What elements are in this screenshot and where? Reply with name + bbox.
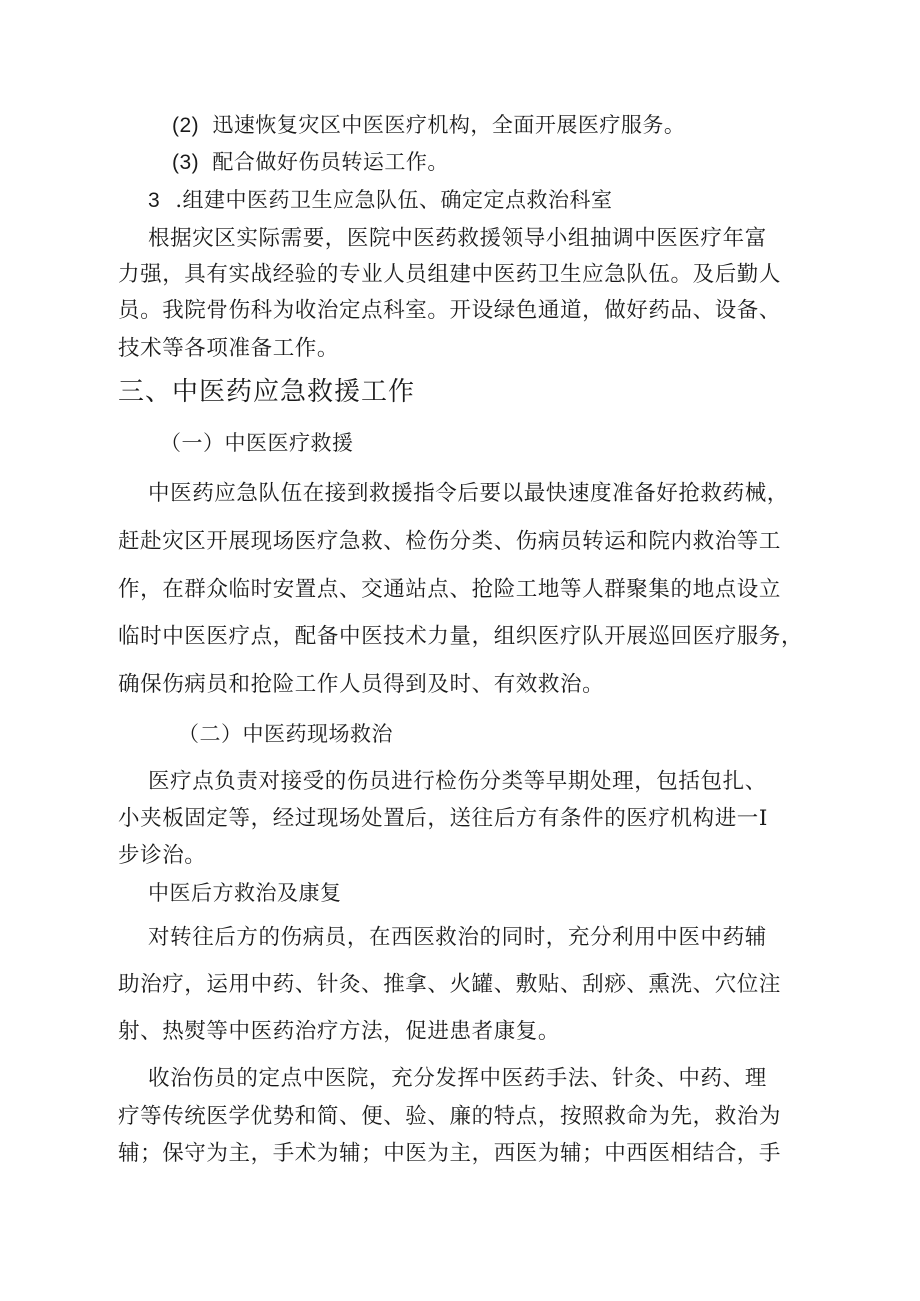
list-item-3-number: (3) xyxy=(172,151,200,174)
list-item-2-number: (2) xyxy=(172,114,200,137)
sub-3-heading: 中医后方救治及康复 xyxy=(148,881,342,905)
sub-2-para-line-1: 医疗点负责对接受的伤员进行检伤分类等早期处理，包括包扎、 xyxy=(148,769,767,794)
section-3-para-line-3: 员。我院骨伤科为收治定点科室。开设绿色通道，做好药品、设备、 xyxy=(118,298,782,323)
section-3-para-line-1: 根据灾区实际需要，医院中医药救援领导小组抽调中医医疗年富 xyxy=(148,226,767,251)
chapter-3-heading: 三、中医药应急救援工作 xyxy=(118,377,416,407)
sub-2-para-line-2: 小夹板固定等，经过现场处置后，送往后方有条件的医疗机构进一I xyxy=(118,806,768,831)
sub-3-para1-line-1: 对转往后方的伤病员，在西医救治的同时，充分利用中医中药辅 xyxy=(148,925,767,950)
section-3-para-line-2: 力强，具有实战经验的专业人员组建中医药卫生应急队伍。及后勤人 xyxy=(118,262,782,287)
sub-1-para-line-5: 确保伤病员和抢险工作人员得到及时、有效救治。 xyxy=(118,672,605,697)
list-item-3-text: 配合做好伤员转运工作。 xyxy=(212,150,449,174)
sub-1-para-line-1: 中医药应急队伍在接到救援指令后要以最快速度准备好抢救药械， xyxy=(148,481,789,506)
sub-1-para-line-4: 临时中医医疗点，配备中医技术力量，组织医疗队开展巡回医疗服务， xyxy=(118,624,804,649)
sub-3-para1-line-2: 助治疗，运用中药、针灸、推拿、火罐、敷贴、刮痧、熏洗、穴位注 xyxy=(118,972,782,997)
sub-2-para-line-3: 步诊治。 xyxy=(118,843,207,868)
list-item-2-text: 迅速恢复灾区中医医疗机构，全面开展医疗服务。 xyxy=(212,113,686,137)
sub-1-para-line-3: 作，在群众临时安置点、交通站点、抢险工地等人群聚集的地点设立 xyxy=(118,577,782,602)
sub-1-para-line-2: 赶赴灾区开展现场医疗急救、检伤分类、伤病员转运和院内救治等工 xyxy=(118,529,782,554)
sub-1-heading: （一）中医医疗救援 xyxy=(160,431,354,455)
sub-3-para2-line-2: 疗等传统医学优势和简、便、验、廉的特点，按照救命为先，救治为 xyxy=(118,1104,782,1129)
sub-2-heading: （二）中医药现场救治 xyxy=(178,722,393,746)
sub-3-para2-line-3: 辅；保守为主，手术为辅；中医为主，西医为辅；中西医相结合，手 xyxy=(118,1141,782,1166)
sub-3-para1-line-3: 射、热熨等中医药治疗方法，促进患者康复。 xyxy=(118,1019,561,1044)
list-item-2 xyxy=(172,110,685,141)
section-3-para-line-4: 技术等各项准备工作。 xyxy=(118,336,340,361)
section-3-title: .组建中医药卫生应急队伍、确定定点救治科室 xyxy=(175,188,613,212)
section-3-number: 3 xyxy=(148,189,161,212)
sub-3-para2-line-1: 收治伤员的定点中医院，充分发挥中医药手法、针灸、中药、理 xyxy=(148,1066,767,1091)
section-3-heading xyxy=(148,185,613,216)
list-item-3 xyxy=(172,147,449,178)
